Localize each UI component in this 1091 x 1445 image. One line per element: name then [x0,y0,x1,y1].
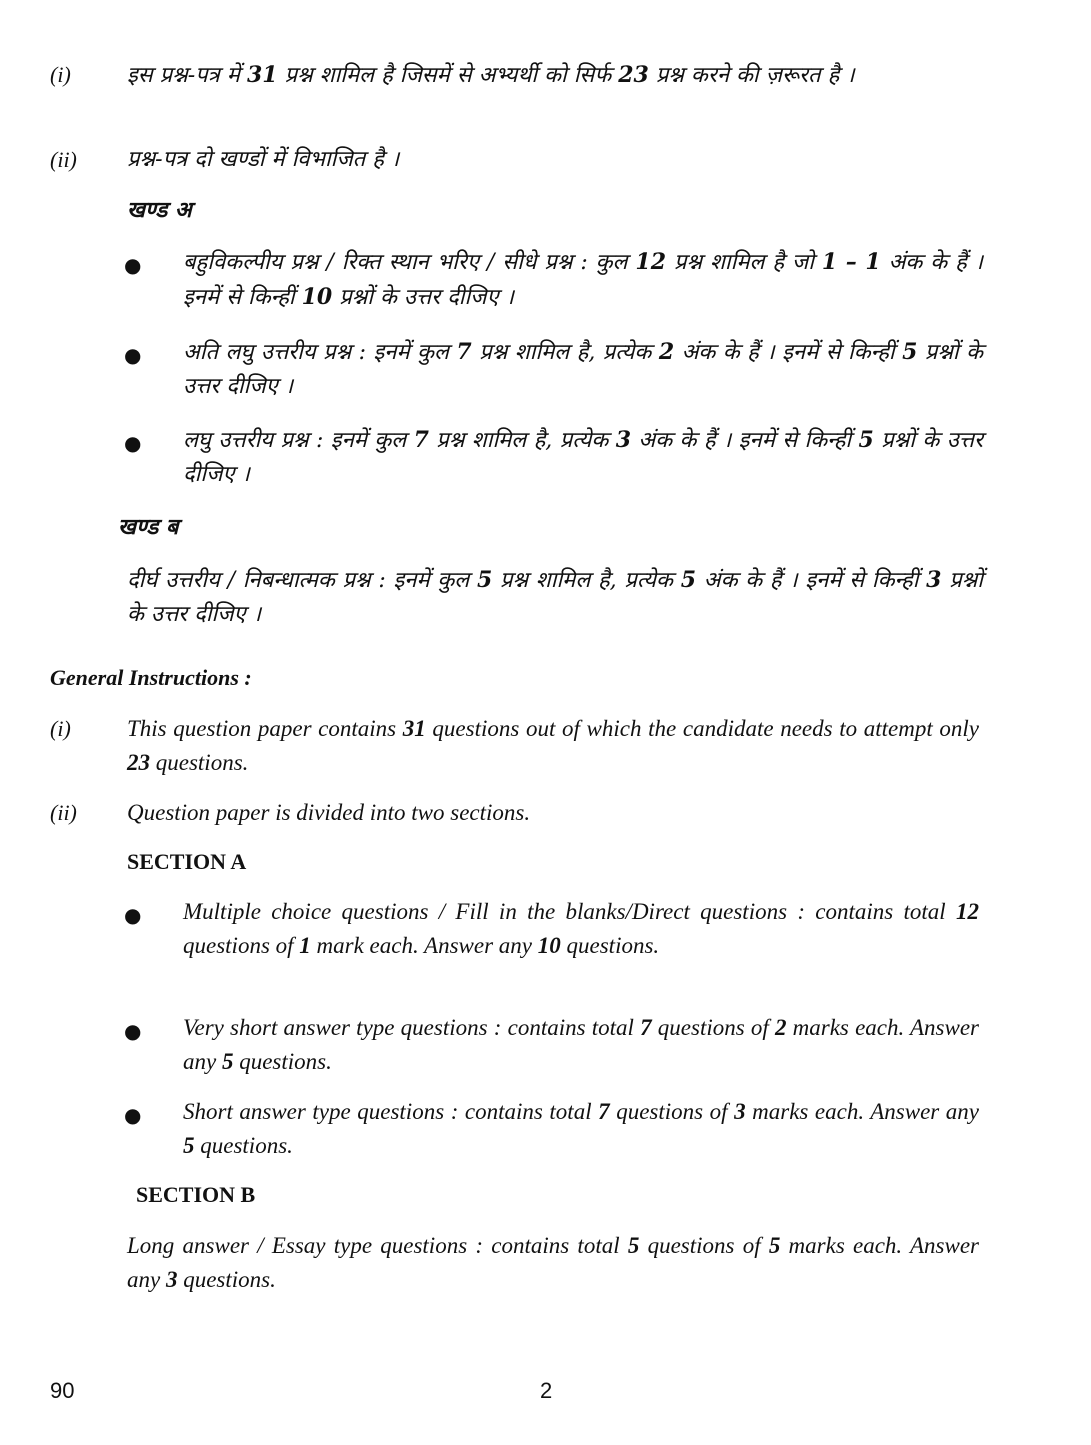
bold-number: 12 [956,899,979,924]
bold-number: 31 [246,62,278,88]
english-instruction-1 [127,712,979,780]
bold-number: 5 [858,427,874,453]
text-segment: questions of [639,1233,769,1258]
text-segment: इस प्रश्न-पत्र में [127,63,247,88]
text-segment: marks each. Answer any [127,1233,979,1292]
text-segment: This question paper contains [127,716,403,741]
text-segment: marks each. Answer any [745,1099,979,1124]
bold-number: 2 [658,339,675,365]
bold-number: 7 [640,1015,652,1040]
item-number: (ii) [50,800,77,825]
text-segment: Short answer type questions : contains total [183,1099,599,1124]
item-number: (i) [50,62,71,87]
text-segment: अंक के हैं । इनमें से किन्हीं [696,568,927,593]
text-segment: questions. [560,933,660,958]
bold-number: 5 [627,1233,640,1258]
text-segment: marks each. Answer any [183,1015,980,1074]
bullet-icon: ● [124,343,142,367]
text-segment: प्रश्नों के उत्तर दीजिए । [183,428,983,487]
text-segment: प्रश्न-पत्र दो खण्डों में विभाजित है । [127,147,400,172]
bold-number: 23 [618,62,649,88]
english-bullet-3 [183,1095,979,1163]
page-number: 2 [540,1378,553,1403]
text-segment: अंक के हैं । इनमें से किन्हीं [674,340,903,365]
bold-number: 5 [221,1049,234,1074]
text-segment: लघु उत्तरीय प्रश्न : इनमें कुल [183,428,414,453]
hindi-bullet-1 [183,245,983,315]
text-segment: Question paper is divided into two sections. [127,800,531,825]
text-segment: अंक के हैं । इनमें से किन्हीं [631,428,859,453]
section-a-heading: SECTION A [127,849,247,874]
hindi-section-a-heading: खण्ड अ [127,197,192,223]
text-segment: प्रश्न शामिल है, प्रत्येक [428,428,616,453]
text-segment: प्रश्न शामिल है, प्रत्येक [471,340,659,365]
paper-code: 90 [50,1378,75,1403]
section-b-text [127,1229,979,1297]
text-segment: बहुविकल्पीय प्रश्न / रिक्त स्थान भरिए / सीधे प्रश्न : कुल [183,250,636,275]
text-segment: प्रश्नों के उत्तर दीजिए । [183,340,983,399]
bold-number: 2 [774,1015,787,1040]
bullet-icon: ● [124,431,142,455]
text-segment: Very short answer type questions : contains total [183,1015,641,1040]
bold-number: 12 [635,249,667,275]
bold-number: 31 [402,716,426,741]
text-segment: questions of [651,1015,775,1040]
text-segment: Multiple choice questions / Fill in the blanks/Direct questions : contains total [183,899,956,924]
bullet-icon: ● [124,1019,142,1043]
hindi-section-b-text [127,563,983,632]
bold-number: 3 [165,1267,178,1292]
english-bullet-2 [183,1011,979,1079]
english-bullet-1 [183,895,979,963]
text-segment: दीर्घ उत्तरीय / निबन्धात्मक प्रश्न : इनमें कुल [127,568,477,593]
bold-number: 7 [456,339,472,365]
bold-number: 3 [926,567,942,593]
text-segment: questions. [233,1049,332,1074]
text-segment: अंक के हैं । इनमें से किन्हीं [183,250,984,310]
bold-number: 7 [413,427,429,453]
text-segment: प्रश्नों के उत्तर दीजिए । [332,285,514,310]
bold-number: 5 [768,1233,781,1258]
bold-number: 1 – 1 [821,249,881,275]
text-segment: प्रश्नों के उत्तर दीजिए । [127,568,983,627]
text-segment: questions. [177,1267,276,1292]
hindi-bullet-2 [183,335,983,404]
text-segment: Long answer / Essay type questions : contains total [127,1233,628,1258]
hindi-bullet-3 [183,423,983,492]
text-segment: questions. [194,1133,293,1158]
bold-number: 5 [476,567,493,593]
english-instruction-2 [127,796,979,830]
bold-number: 7 [598,1099,610,1124]
text-segment: mark each. Answer any [310,933,538,958]
text-segment: प्रश्न शामिल है जिसमें से अभ्यर्थी को सिर्फ [277,63,619,88]
hindi-section-b-heading: खण्ड ब [118,514,179,540]
bold-number: 10 [301,284,333,310]
bold-number: 5 [902,339,918,365]
bold-number: 5 [183,1133,195,1158]
item-number: (ii) [50,147,77,172]
bullet-icon: ● [124,1103,142,1127]
text-segment: questions of [183,933,300,958]
text-segment: questions out of which the candidate needs to attempt only [425,716,979,741]
bold-number: 1 [299,933,311,958]
bold-number: 10 [537,933,561,958]
item-number: (i) [50,716,71,741]
section-b-heading: SECTION B [136,1182,256,1207]
text-segment: प्रश्न करने की ज़रूरत है । [648,63,855,88]
bold-number: 3 [615,427,631,453]
bullet-icon: ● [124,253,142,277]
text-segment: प्रश्न शामिल है, प्रत्येक [492,568,681,593]
hindi-instruction-1 [127,58,983,93]
text-segment: अति लघु उत्तरीय प्रश्न : इनमें कुल [183,340,457,365]
text-segment: questions of [609,1099,735,1124]
general-instructions-title: General Instructions : [50,665,252,690]
bold-number: 23 [127,750,150,775]
hindi-instruction-2 [127,143,983,177]
text-segment: प्रश्न शामिल है जो [666,250,822,275]
bold-number: 3 [734,1099,746,1124]
bold-number: 5 [680,567,697,593]
bullet-icon: ● [124,903,142,927]
text-segment: questions. [150,750,249,775]
